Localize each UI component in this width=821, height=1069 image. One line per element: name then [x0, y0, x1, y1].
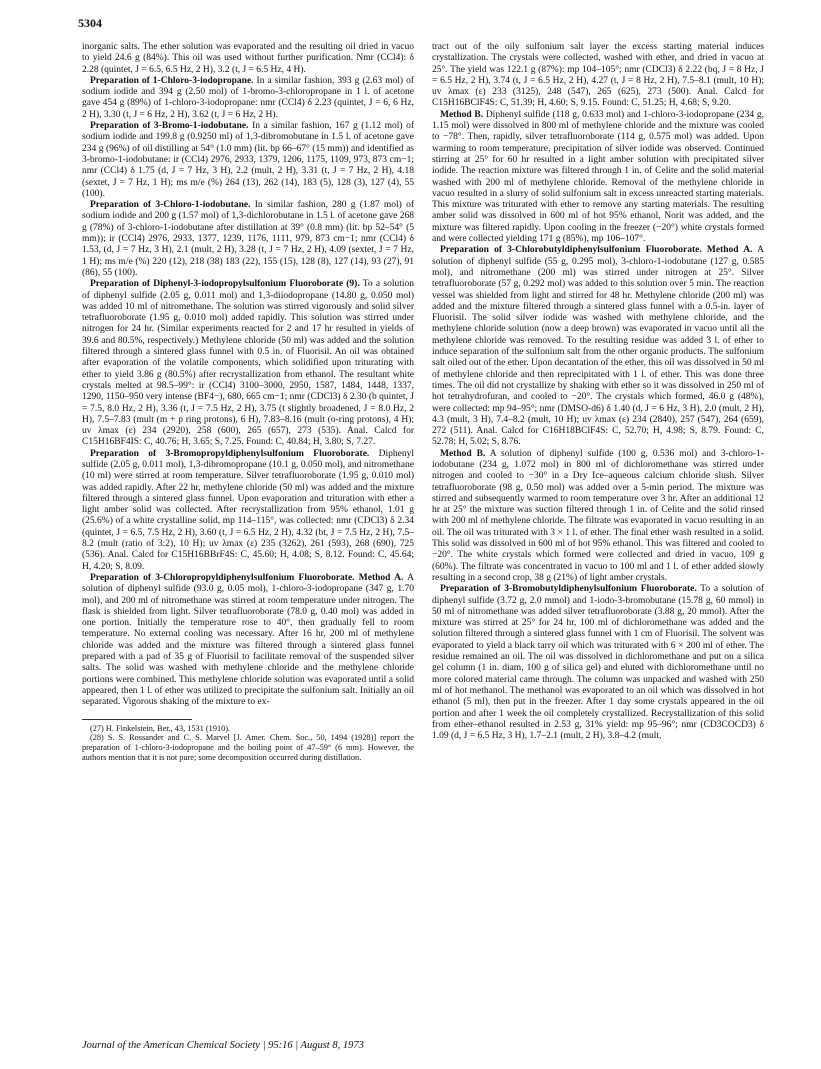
paragraph: inorganic salts. The ether solution was evaporated and the resulting oil dried in vacuo to yield 24.6 g (84%). This oil was used without further purification. Nmr (CCl4): δ 2.28 (quintet, J = 6.5, 6.5 Hz, 2 H), 3.2 (t, J = 6.5 Hz, 4 H). — [82, 42, 414, 75]
paragraph: Method B. Diphenyl sulfide (118 g, 0.633 mol) and 1-chloro-3-iodopropane (234 g, 1.15 mol) were dissolved in 800 ml of methylene chloride and the mixture was cooled to −78°. Then, rapidly, silver tetrafluoroborate (114 g, 0.575 mol) was added. Upon warming to room temperature, precipitation of silver iodide was observed. Continued stirring at 25° for 60 hr resulted in a light amber solution with precipitated silver iodide. The reaction mixture was filtered through 1 in. of Celite and the solid material washed with 200 ml of methylene chloride. Removal of the methylene chloride in vacuo resulted in a slurry of solid sulfonium salt in excess unreacted starting materials. This mixture was triturated with ether to remove any starting materials. The resulting amber solid was dissolved in 600 ml of hot 95% ethanol, Norit was added, and the mixture was filtered rapidly. Upon cooling in the freezer (−20°) white crystals formed and were collected yielding 171 g (85%), mp 106–107°. — [432, 109, 764, 245]
paragraph: Preparation of 3-Bromo-1-iodobutane. In a similar fashion, 167 g (1.12 mol) of sodium iodide and 199.8 g (0.9250 ml) of 1,3-dibromobutane in 1.5 l. of acetone gave 234 g (96%) of oil distilling at 54° (1.0 mm) (lit. bp 66–67° (15 mm)) and identified as 3-bromo-1-iodobutane: ir (CCl4) 2976, 2933, 1379, 1206, 1175, 1109, 973, 873 cm−1; nmr (CCl4) δ 1.75 (d, J = 7 Hz, 3 H), 2.2 (mult, 2 H), 3.31 (t, J = 7 Hz, 2 H), 4.18 (sextet, J = 7 Hz, 1 H); ms m/e (%) 264 (13), 262 (14), 183 (5), 128 (3), 127 (4), 55 (100). — [82, 121, 414, 199]
footnote: (28) S. S. Rossander and C. S. Marvel [J. Amer. Chem. Soc., 50, 1494 (1928)] report the preparation of 1-chloro-3-iodopropane and the boiling point of 47–59° (6 mm). However, the authors mention that it is not pure; some decomposition occurred during distillation. — [82, 733, 414, 762]
page-number: 5304 — [78, 16, 102, 30]
left-column — [82, 42, 414, 763]
footnote-divider — [82, 719, 192, 720]
paragraph: Preparation of Diphenyl-3-iodopropylsulfonium Fluoroborate (9). To a solution of diphenyl sulfide (2.05 g, 0.011 mol) and 1,3-diiodopropane (14.80 g, 0.050 mol) was added 10 ml of nitromethane. The solution was stirred vigorously and solid silver tetrafluoroborate (1.95 g, 0.010 mol) added rapidly. This solution was stirred under nitrogen for 24 hr. (Similar experiments reacted for 2 and 17 hr resulted in yields of 39.6 and 80.5%, respectively.) Methylene chloride (50 ml) was added and the solution filtered through a sintered glass funnel with 0.5 in. of Fluorisil. An oil was obtained after evaporation of the volatile components, which solidified upon triturating with ether to yield 3.86 g (80.5%) after recrystallization from ethanol. The resultant white crystals melted at 98.5–99°: ir (CCl4) 3100–3000, 2950, 1587, 1484, 1448, 1337, 1290, 1150–950 very intense (BF4−), 680, 665 cm−1; nmr (CDCl3) δ 2.30 (b quintet, J = 7.5, 8.0 Hz, 2 H), 3.36 (t, J = 7.5 Hz, 2 H), 3.75 (t slightly broadened, J = 8.0 Hz, 2 H), 7.5–7.83 (mult (m + p ring protons), 6 H), 7.83–8.16 (mult (o-ring protons), 4 H); uv λmax (ε) 234 (2920), 258 (600), 265 (657), 273 (535). Anal. Calcd for C15H16BF4IS: C, 40.76; H, 3.65; S, 7.25. Found: C, 40.84; H, 3.80; S, 7.27. — [82, 279, 414, 448]
paragraph: Preparation of 3-Chloro-1-iodobutane. In similar fashion, 280 g (1.87 mol) of sodium iodide and 200 g (1.57 mol) of 1,3-dichlorobutane in 1.5 l. of acetone gave 268 g (78%) of 3-chloro-1-iodobutane after distillation at 39° (0.8 mm) (lit. bp 52–54° (5 mm)); ir (CCl4) 2976, 2933, 1377, 1239, 1176, 1111, 979, 873 cm−1; nmr (CCl4) δ 1.53, (d, J = 7 Hz, 3 H), 2.1 (mult, 2 H), 3.28 (t, J = 7 Hz, 2 H), 4.09 (sextet, J = 7 Hz, 1 H); ms m/e (%) 220 (12), 218 (38) 183 (22), 155 (15), 128 (8), 127 (14), 93 (27), 91 (86), 55 (100). — [82, 200, 414, 278]
paragraph: Preparation of 3-Bromobutyldiphenylsulfonium Fluoroborate. To a solution of diphenyl sulfide (3.72 g, 2.0 mmol) and 1-iodo-3-bromobutane (15.78 g, 60 mmol) in 50 ml of nitromethane was added silver tetrafluoroborate (3.88 g, 20 mmol). After the mixture was stirred at 25° for 24 hr, 100 ml of dichloromethane was added and the solution filtered through a sintered glass funnel with 1 cm of Fluorisil. The solvent was evaporated to yield a black tarry oil which was triturated with 6 × 200 ml of ether. The residue remained an oil. The oil was dissolved in dichloromethane and put on a silica gel column (1 in. diam, 100 g of silica gel) and eluted with dichloromethane until no more colored material came through. The column was unpacked and washed with 250 ml of hot methanol. The methanol was evaporated to an oil which was dissolved in hot ethanol (5 ml), then put in the freezer. After 1 day some crystals appeared in the oil portion and after 1 week the oil completely crystallized. Recrystallization of this solid from ether–ethanol resulted in 2.53 g, 31% yield: mp 95–96°; nmr (CD3COCD3) δ 1.09 (d, J = 6.5 Hz, 3 H), 1.7–2.1 (mult, 2 H), 3.8–4.2 (mult, — [432, 584, 764, 742]
paragraph: Preparation of 3-Chloropropyldiphenylsulfonium Fluoroborate. Method A. A solution of diphenyl sulfide (93.0 g, 0.05 mol), 1-chloro-3-iodopropane (347 g, 1.70 mol), and 200 ml of nitromethane was stirred at room temperature under nitrogen. The flask is shielded from light. Silver tetrafluoroborate (78.0 g, 0.40 mol) was added in one portion. Initially the temperature rose to 40°, then gradually fell to room temperature. No external cooling was necessary. After 16 hr, 200 ml of methylene chloride was added and the mixture was filtered through a sintered glass funnel prepared with a pad of 35 g of Fluorisil to facilitate removal of the suspended silver salts. The solid was washed with methylene chloride and the methylene chloride portions were combined. This methylene chloride solution was evaporated until a solid appeared, then 1 l. of ether was utilized to precipitate the sulfonium salt. Initially an oil separated. Vigorous shaking of the mixture to ex- — [82, 572, 414, 708]
footnote: (27) H. Finkelstein, Ber., 43, 1531 (1910). — [90, 723, 231, 733]
journal-footer: Journal of the American Chemical Society | 95:16 | August 8, 1973 — [82, 1040, 364, 1051]
paragraph: tract out of the oily sulfonium salt layer the excess starting material induces crystallization. The crystals were collected, washed with ether, and dried in vacuo at 25°. The yield was 122.1 g (87%): mp 104–105°; nmr (CDCl3) δ 2.22 (bq, J = 8 Hz, J = 6.5 Hz, 2 H), 3.74 (t, J = 6.5 Hz, 2 H), 4.27 (t, J = 8 Hz, 2 H), 7.5–8.1 (mult, 10 H); uv λmax (ε) 233 (3125), 248 (547), 265 (625), 273 (500). Anal. Calcd for C15H16BClF4S: C, 51.39; H, 4.60; S, 9.15. Found: C, 51.25; H, 4.68; S, 9.20. — [432, 42, 764, 109]
paragraph: Preparation of 3-Bromopropyldiphenylsulfonium Fluoroborate. Diphenyl sulfide (2.05 g, 0.011 mol), 1,3-dibromopropane (10.1 g, 0.050 mol), and nitromethane (10 ml) were stirred at room temperature. Silver tetrafluoroborate (1.95 g, 0.010 mol) was added rapidly. After 22 hr, methylene chloride (50 ml) was added and the mixture filtered through a sintered glass funnel. Upon evaporation and trituration with ether a light amber solid was collected. After recrystallization from 95% ethanol, 1.01 g (25.6%) of a white crystalline solid, mp 114–115°, was collected: nmr (CDCl3) δ 2.34 (quintet, J = 6.5, 7.5 Hz, 2 H), 3.60 (t, J = 6.5 Hz, 2 H), 4.32 (bt, J = 7.5 Hz, 2 H), 7.5–8.2 (mult (ratio of 3:2), 10 H); uv λmax (ε) 235 (3262), 261 (593), 268 (690), 725 (536). Anal. Calcd for C15H16BBrF4S: C, 45.60; H, 4.08; S, 8.12. Found: C, 45.64; H, 4.20; S, 8.09. — [82, 448, 414, 572]
paragraph: Method B. A solution of diphenyl sulfide (100 g, 0.536 mol) and 3-chloro-1-iodobutane (234 g, 1.072 mol) in 800 ml of dichloromethane was stirred under nitrogen and cooled to −30° in a Dry Ice–aqueous calcium chloride slush. Silver tetrafluoroborate (98 g, 0.50 mol) was added over a 5-min period. The mixture was stirred and subsequently warmed to room temperature over 3 hr. After an additional 12 hr at 25° the mixture was suction filtered through 1 in. of Celite and the solid rinsed with 200 ml of methylene chloride. The filtrate was evaporated in vacuo resulting in an oil. The oil was triturated with 3 × 1 l. of ether. The final ether wash resulted in a solid. This solid was dissolved in 600 ml of hot 95% ethanol. This was filtered and cooled to −20°. The white crystals which formed were collected and dried in vacuo, 109 g (60%). The filtrate was concentrated in vacuo to 100 ml and 1 l. of ether added slowly resulting in a second crop, 38 g (21%) of light amber crystals. — [432, 448, 764, 583]
right-column — [432, 42, 764, 742]
paragraph: Preparation of 1-Chloro-3-iodopropane. In a similar fashion, 393 g (2.63 mol) of sodium iodide and 394 g (2.50 mol) of 1-bromo-3-chloropropane in 1 l. of acetone gave 454 g (89%) of 1-chloro-3-iodopropane: nmr (CCl4) δ 2.23 (quintet, J = 6, 6 Hz, 2 H), 3.30 (t, J = 6 Hz, 2 H), 3.62 (t, J = 6 Hz, 2 H). — [82, 75, 415, 120]
paragraph: Preparation of 3-Chlorobutyldiphenylsulfonium Fluoroborate. Method A. A solution of diphenyl sulfide (55 g, 0.295 mol), 3-chloro-1-iodobutane (127 g, 0.585 mol), and nitromethane (200 ml) was stirred under nitrogen at 25°. Silver tetrafluoroborate (57 g, 0.292 mol) was added to this solution over 5 min. The reaction vessel was shielded from light and stirred for 48 hr. Methylene chloride (200 ml) was added and the mixture filtered through a sintered glass funnel with a 0.5-in. layer of Fluorisil. The solid silver iodide was washed with methylene chloride, and the methylene chloride solution (now a deep brown) was evaporated in vacuo until all the methylene chloride was removed. To the resulting residue was added 3 l. of ether to induce separation of the sulfonium salt from the other organic products. The sulfonium salt oiled out of the ether. Upon decantation of the ether, this oil was dissolved in 50 ml of methylene chloride and then reprecipitated with 1 l. of ether. This was done three times. The oil did not crystallize by shaking with ether so it was dissolved in 250 ml of hot tetrahydrofuran, and cooled to −20°. The crystals which formed, 46.0 g (48%), were collected: mp 94–95°; nmr (DMSO-d6) δ 1.40 (d, J = 6 Hz, 3 H), 2.0 (mult, 2 H), 4.3 (mult, 3 H), 7.4–8.2 (mult, 10 H); uv λmax (ε) 234 (2840), 257 (547), 264 (659), 272 (511). Anal. Calcd for C16H18BClF4S: C, 52.70; H, 4.98; S, 8.79. Found: C, 52.78; H, 5.02; S, 8.76. — [432, 245, 764, 448]
